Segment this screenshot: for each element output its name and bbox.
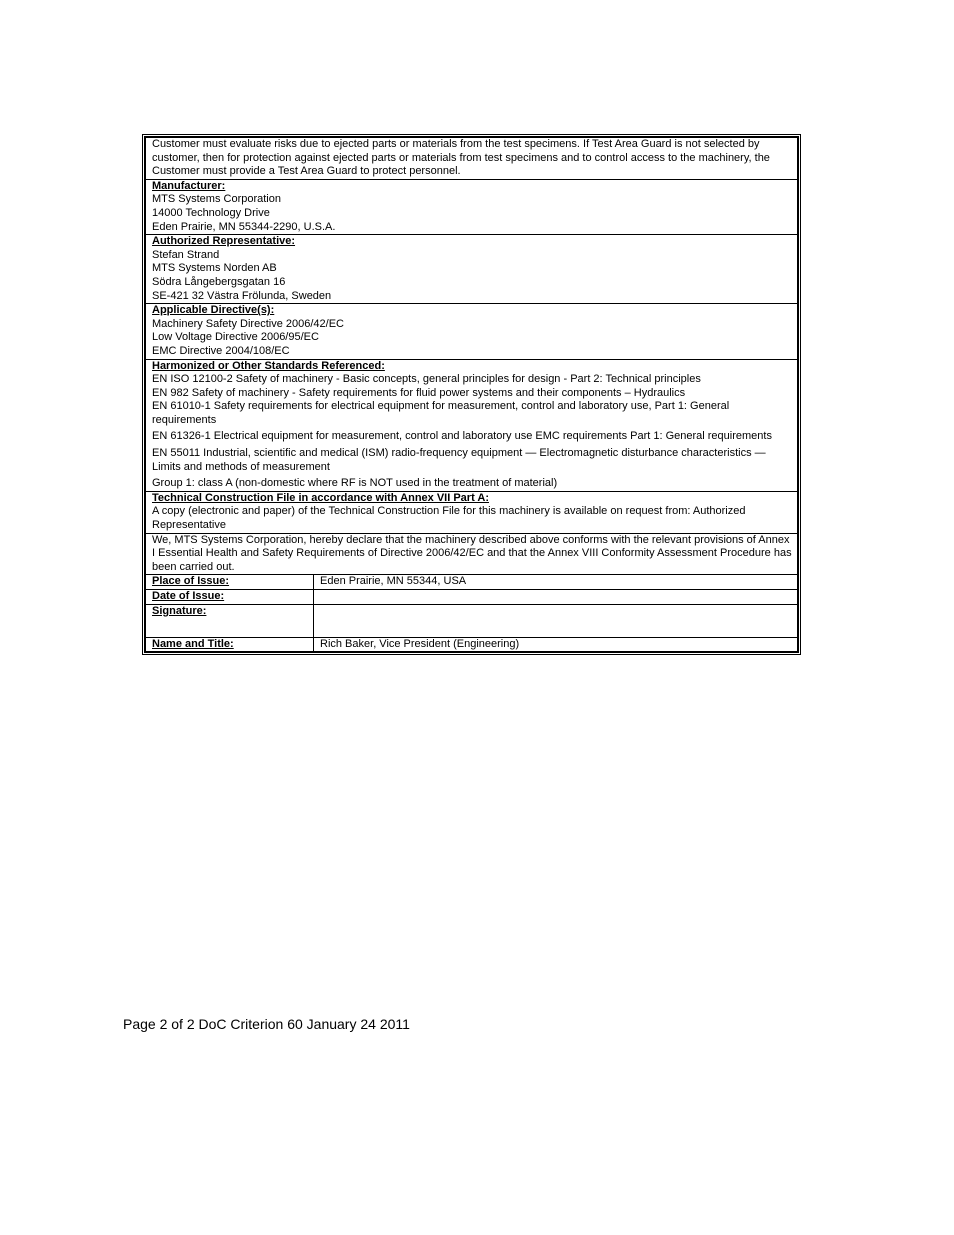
authorized-rep-line: Stefan Strand <box>152 248 220 261</box>
authorized-rep-row <box>146 235 798 304</box>
standard-item: EN 55011 Industrial, scientific and medical (ISM) radio-frequency equipment — Electromagnetic disturbance characteristics — Limits and methods of measurement <box>152 447 766 473</box>
directive-item: EMC Directive 2004/108/EC <box>152 344 290 357</box>
signature-field <box>314 604 798 637</box>
declaration-row <box>146 533 798 575</box>
declaration-text: We, MTS Systems Corporation, hereby declare that the machinery described above conforms with the relevant provisions of Annex I Essential Health and Safety Requirements of Directive 2006/42/EC and that the Annex VIII Conformity Assessment Procedure has been carried out. <box>152 533 792 573</box>
standards-row <box>146 359 798 491</box>
authorized-rep-line: MTS Systems Norden AB <box>152 262 277 275</box>
name-title-label: Name and Title: <box>152 637 234 650</box>
standards-heading: Harmonized or Other Standards Referenced: <box>152 359 385 372</box>
standard-item: EN 61326-1 Electrical equipment for measurement, control and laboratory use EMC requirements Part 1: General requirements <box>152 430 772 443</box>
directive-item: Low Voltage Directive 2006/95/EC <box>152 331 319 344</box>
signature-row <box>146 604 798 637</box>
date-of-issue-row <box>146 590 798 605</box>
place-of-issue-row <box>146 575 798 590</box>
name-title-value: Rich Baker, Vice President (Engineering) <box>320 637 520 650</box>
signature-label: Signature: <box>152 604 207 617</box>
intro-text: Customer must evaluate risks due to ejected parts or materials from the test specimens. If Test Area Guard is not selected by customer, then for protection against ejected parts or materials from test specimens and to control access to the machinery, the Customer must provide a Test Area Guard to protect personnel. <box>152 138 770 178</box>
authorized-rep-line: SE-421 32 Västra Frölunda, Sweden <box>152 289 332 302</box>
manufacturer-line: Eden Prairie, MN 55344-2290, U.S.A. <box>152 220 336 233</box>
tech-file-text: A copy (electronic and paper) of the Technical Construction File for this machinery is available on request from: Authorized Representative <box>152 505 746 532</box>
standard-item: EN ISO 12100-2 Safety of machinery - Basic concepts, general principles for design - Part 2: Technical principles <box>152 373 701 386</box>
standard-item: Group 1: class A (non-domestic where RF is NOT used in the treatment of material) <box>152 477 558 490</box>
manufacturer-heading: Manufacturer: <box>152 179 226 192</box>
standard-item: EN 982 Safety of machinery - Safety requirements for fluid power systems and their components – Hydraulics <box>152 386 686 399</box>
manufacturer-line: 14000 Technology Drive <box>152 206 270 219</box>
declaration-table <box>142 134 801 655</box>
authorized-rep-line: Södra Långebergsgatan 16 <box>152 275 286 288</box>
authorized-rep-heading: Authorized Representative: <box>152 235 296 248</box>
directive-item: Machinery Safety Directive 2006/42/EC <box>152 317 344 330</box>
directives-row <box>146 304 798 359</box>
standard-item: EN 61010-1 Safety requirements for electrical equipment for measurement, control and laboratory use, Part 1: General requirements <box>152 400 730 426</box>
place-of-issue-value: Eden Prairie, MN 55344, USA <box>320 575 467 588</box>
intro-row <box>146 138 798 180</box>
date-of-issue-label: Date of Issue: <box>152 590 225 602</box>
tech-file-row <box>146 491 798 533</box>
doc-table <box>145 137 798 652</box>
tech-file-heading: Technical Construction File in accordance with Annex VII Part A: <box>152 491 489 504</box>
directives-heading: Applicable Directive(s): <box>152 304 275 317</box>
manufacturer-line: MTS Systems Corporation <box>152 193 281 206</box>
manufacturer-row <box>146 179 798 234</box>
page-footer: Page 2 of 2 DoC Criterion 60 January 24 2011 <box>123 1016 410 1032</box>
name-title-row <box>146 637 798 652</box>
place-of-issue-label: Place of Issue: <box>152 575 230 588</box>
